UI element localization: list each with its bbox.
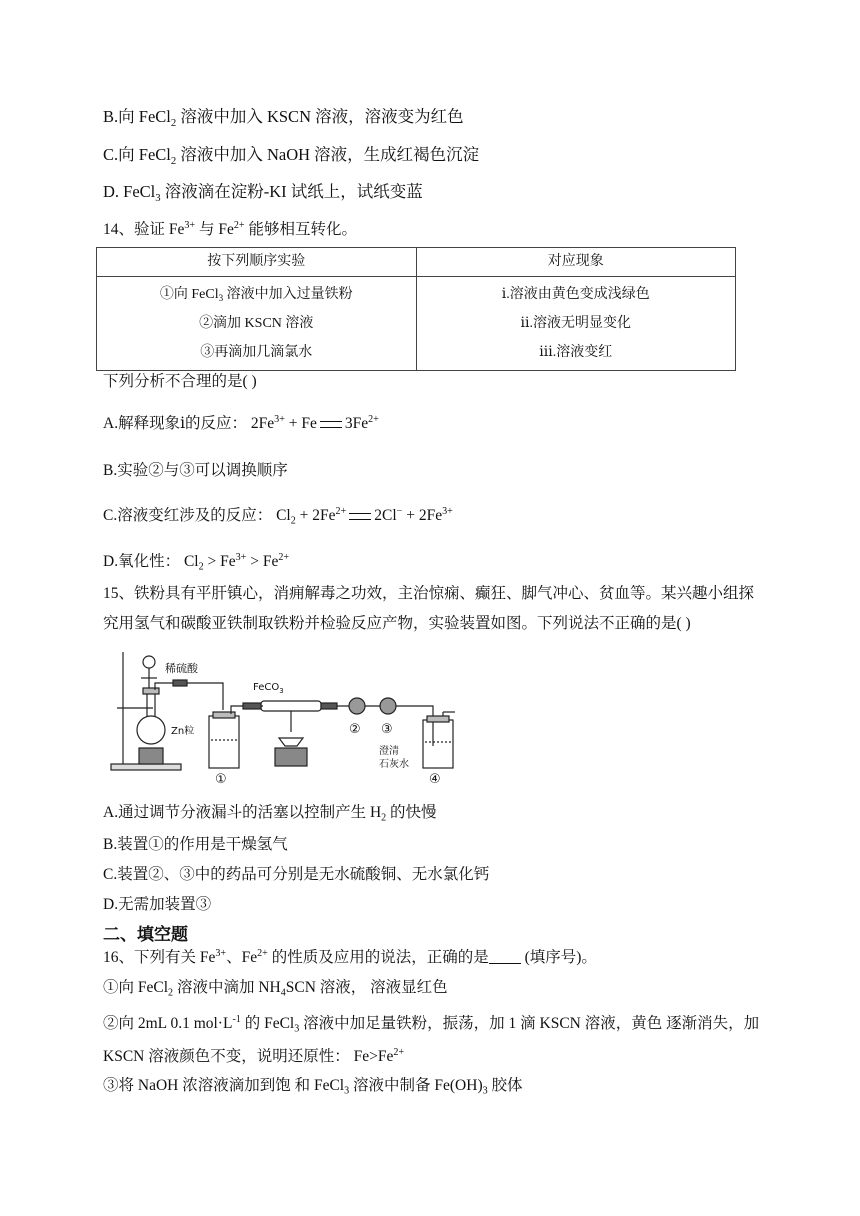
phenomenon-2: ⅱ.溶液无明显变化	[520, 316, 631, 331]
phenomenon-3: ⅲ.溶液变红	[539, 345, 613, 360]
q15-option-a: A.通过调节分液漏斗的活塞以控制产生 $H_2$ 的快慢	[103, 804, 437, 824]
answer-blank[interactable]	[489, 949, 521, 964]
q16-item-1: ①向 FeCl$_2$ 溶液中滴加 $NH_4SCN$ 溶液， 溶液显红色	[103, 979, 448, 999]
section-heading: 二、填空题	[103, 925, 188, 945]
q14-option-b: B.实验②与③可以调换顺序	[103, 462, 288, 479]
phenomena	[416, 277, 736, 371]
label-acid: 稀硫酸	[165, 662, 198, 675]
q15-option-c: C.装置②、③中的药品可分别是无水硫酸铜、无水氯化钙	[103, 866, 490, 883]
q15-option-d: D.无需加装置③	[103, 896, 212, 913]
q14-stem: 14、验证 $Fe^{3+}$ 与 $Fe^{2+}$ 能够相互转化。	[103, 219, 357, 238]
label-zn: Zn粒	[171, 726, 195, 737]
q16-item-2-continued: KSCN 溶液颜色不变，说明还原性： $Fe>Fe^{2+}$	[103, 1046, 405, 1065]
experiment-step-3: ③再滴加几滴氯水	[200, 345, 313, 360]
q14-option-d: D.氧化性： $Cl_2 > Fe^{3+} > Fe^{2+}$	[103, 551, 290, 573]
q13-option-d: D. FeCl$_3$ 溶液滴在淀粉-KI 试纸上，试纸变蓝	[103, 182, 423, 204]
q14-option-a: A.解释现象ⅰ的反应： $2Fe^{3+} + Fe$ $3Fe^{2+}$	[103, 413, 379, 432]
table-header-phenomenon: 对应现象	[416, 248, 736, 277]
label-tube-3: ③	[381, 722, 393, 737]
label-lime-2: 石灰水	[379, 759, 409, 770]
phenomenon-1: ⅰ.溶液由黄色变成浅绿色	[501, 287, 650, 302]
q16-stem: 16、下列有关 $Fe^{3+}$、$Fe^{2+}$ 的性质及应用的说法，正确的是 (填序号)。	[103, 947, 597, 966]
apparatus-diagram	[103, 650, 463, 785]
q15-option-b: B.装置①的作用是干燥氢气	[103, 836, 288, 853]
q14-option-c: C.溶液变红涉及的反应： $Cl_2 + 2Fe^{2+}$ $2Cl^- + 2Fe^{3+}$	[103, 505, 453, 527]
q16-item-3: ③将 NaOH 浓溶液滴加到饱 和 FeCl$_3$ 溶液中制备 $Fe(OH)_3$ 胶体	[103, 1077, 523, 1097]
label-bottle-1: ①	[215, 772, 227, 785]
table-row	[97, 277, 736, 371]
q16-item-2: ②向 2mL 0.1 $mol\cdot L^{-1}$ 的 FeCl$_3$ 溶液中加足量铁粉，振荡，加 1 滴 KSCN 溶液，黄色 逐渐消失，加	[103, 1013, 760, 1035]
experiment-table	[96, 247, 736, 371]
label-feco3: FeCO$_3$	[253, 682, 284, 695]
label-lime-1: 澄清	[379, 746, 399, 757]
q13-option-b: B.向 FeCl$_2$ 溶液中加入 KSCN 溶液，溶液变为红色	[103, 107, 464, 129]
table-header-experiment: 按下列顺序实验	[97, 248, 417, 277]
experiment-step-2: ②滴加 KSCN 溶液	[199, 316, 314, 331]
q15-stem-line1: 15、铁粉具有平肝镇心，消痈解毒之功效，主治惊痫、癫狂、脚气冲心、贫血等。某兴趣小组探	[103, 585, 755, 602]
experiment-steps	[97, 277, 417, 371]
q14-question: 下列分析不合理的是( )	[103, 373, 257, 390]
experiment-step-1: ①向 FeCl$_3$ 溶液中加入过量铁粉	[159, 287, 353, 304]
table-header-row	[97, 248, 736, 277]
label-bottle-4: ④	[429, 772, 441, 785]
q15-stem-line2: 究用氢气和碳酸亚铁制取铁粉并检验反应产物，实验装置如图。下列说法不正确的是( )	[103, 615, 691, 632]
q13-option-c: C.向 FeCl$_2$ 溶液中加入 NaOH 溶液，生成红褐色沉淀	[103, 145, 480, 167]
label-tube-2: ②	[349, 722, 361, 737]
